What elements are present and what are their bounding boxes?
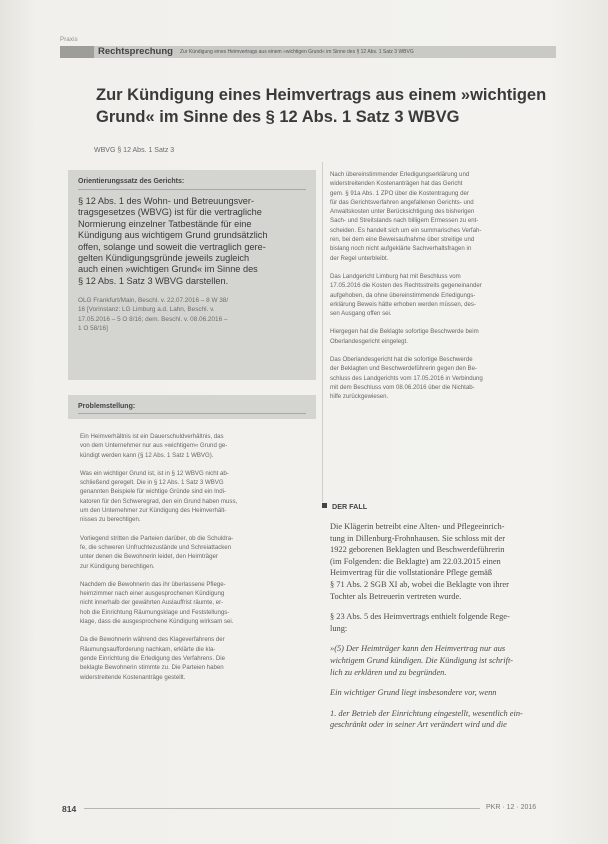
- text-line: Das Oberlandesgericht hat die sofortige Beschwerde: [330, 356, 473, 364]
- text-line: gelten Kündigungsgründe jeweils zugleich: [78, 253, 250, 264]
- text-line: kündigt werden kann (§ 12 Abs. 1 Satz 1 WBVG).: [80, 451, 214, 459]
- paragraph: [80, 432, 312, 460]
- text-line: Tochter als Betreuerin vertreten wurde.: [330, 591, 462, 601]
- column-rule: [322, 162, 323, 502]
- quoted-clause: [330, 687, 552, 699]
- text-line: auch einen »wichtigen Grund« im Sinne des: [78, 264, 258, 275]
- text-line: schließend geregelt. Die in § 12 Abs. 1 Satz 3 WBVG: [80, 479, 224, 487]
- problem-heading: Problemstellung:: [78, 403, 136, 410]
- court-citation: [78, 296, 306, 333]
- header-label: Rechtsprechung: [98, 46, 173, 57]
- text-line: offen, solange und soweit die vertraglich gere-: [78, 241, 266, 252]
- text-line: um den Unternehmer zur Kündigung des Heimverhält-: [80, 507, 227, 515]
- text-line: 1922 geborenen Beklagten und Beschwerdeführerin: [330, 545, 505, 555]
- text-line: Räumungsaufforderung nachkam, erklärte die kla-: [80, 645, 216, 653]
- text-line: nicht innerhalb der gewährten Auslauffrist räumte, er-: [80, 599, 224, 607]
- case-heading: [322, 502, 367, 511]
- paragraph: [80, 635, 312, 681]
- text-line: § 12 Abs. 1 des Wohn- und Betreuungsver-: [78, 196, 255, 206]
- title-line: Zur Kündigung eines Heimvertrags aus einem »wichtigen: [96, 86, 547, 104]
- section-tag: Praxis: [60, 37, 78, 43]
- text-line: fe, die schweren Unfruchtezustände und Schreiattacken: [80, 543, 232, 551]
- paragraph: [80, 469, 312, 525]
- text-line: tragsgesetzes (WBVG) ist für die vertragliche: [78, 207, 262, 218]
- paragraph: [330, 170, 552, 263]
- text-line: sen Ausgang offen sei.: [330, 310, 392, 318]
- text-line: 17.05.2016 die Kosten des Rechtsstreits gegeneinander: [330, 282, 482, 290]
- text-line: schluss des Landgerichts vom 17.05.2016 in Verbindung: [330, 374, 483, 382]
- paragraph: [330, 327, 552, 346]
- text-line: Nachdem die Bewohnerin das ihr überlassene Pflege-: [80, 580, 226, 588]
- text-line: Das Landgericht Limburg hat mit Beschluss vom: [330, 272, 461, 280]
- text-line: Oberlandesgericht eingelegt.: [330, 337, 408, 345]
- text-line: klage, dass die ausgesprochene Kündigung wirksam sei.: [80, 618, 234, 626]
- footer-rule: [84, 808, 480, 809]
- text-line: widerstreitende Kostenanträge gestellt.: [80, 673, 186, 681]
- text-line: lung:: [330, 623, 348, 633]
- paragraph: [80, 534, 312, 571]
- quoted-clause: [330, 708, 552, 731]
- text-line: Ein Heimverhältnis ist ein Dauerschuldverhältnis, das: [80, 433, 224, 440]
- law-reference: WBVG § 12 Abs. 1 Satz 3: [94, 147, 175, 154]
- divider: [78, 189, 306, 190]
- text-line: 16 [Vorinstanz: LG Limburg a.d. Lahn, Beschl. v.: [78, 306, 215, 314]
- guiding-principle-heading: Orientierungssatz des Gerichts:: [78, 178, 185, 185]
- paragraph: [330, 611, 552, 634]
- problem-statement-box: [68, 395, 316, 419]
- text-line: heimzimmer nach einer ausgesprochenen Kündigung: [80, 590, 225, 598]
- text-line: tung in Dillenburg-Frohnhausen. Sie schloss mit der: [330, 533, 506, 543]
- guiding-principle-text: [78, 196, 306, 287]
- journal-issue: PKR · 12 · 2016: [486, 804, 537, 811]
- text-line: erklärung Beweis hätte erhoben werden müssen, des-: [330, 300, 476, 308]
- text-line: Ein wichtiger Grund liegt insbesondere vor, wenn: [330, 688, 497, 698]
- divider: [78, 413, 306, 414]
- text-line: widerstreitenden Kostenanträgen hat das Gericht: [330, 180, 463, 188]
- paragraph: [330, 355, 552, 401]
- text-line: wichtigem Grund kündigen. Die Kündigung ist schrift-: [330, 655, 514, 665]
- text-line: § 71 Abs. 2 SGB XI ab, wobei die Beklagte von ihrer: [330, 579, 509, 589]
- text-line: von dem Unternehmer nur aus »wichtigem« Grund ge-: [80, 442, 228, 450]
- square-bullet-icon: [322, 503, 327, 508]
- text-line: 1. der Betrieb der Einrichtung eingestellt, wesentlich ein-: [330, 708, 523, 718]
- header-subtitle: Zur Kündigung eines Heimvertrags aus einem »wichtigen Grund« im Sinne des § 12 Abs. 1 Satz 3 WBVG: [180, 49, 414, 55]
- quoted-clause: [330, 643, 552, 678]
- text-line: für das Gerichtsverfahren angefallenen Gerichts- und: [330, 198, 474, 206]
- text-line: gende Einrichtung die Erledigung des Verfahrens. Die: [80, 654, 225, 662]
- text-line: Sach- und Streitstands nach billigem Ermessen zu ent-: [330, 217, 479, 225]
- case-heading-label: DER FALL: [332, 502, 368, 511]
- article-title: [96, 84, 556, 128]
- text-line: ren, bei dem eine Beweisaufnahme über streitige und: [330, 236, 475, 244]
- text-line: geschränkt oder in seiner Art verändert wird und die: [330, 720, 507, 730]
- case-body: [330, 521, 552, 740]
- text-line: Die Klägerin betreibt eine Alten- und Pflegeeinrich-: [330, 522, 505, 531]
- text-line: Da die Bewohnerin während des Klageverfahrens der: [80, 636, 225, 644]
- guiding-principle-box: [68, 170, 316, 380]
- text-line: der Beklagten und Beschwerdeführerin gegen den Be-: [330, 365, 478, 373]
- text-line: hilfe zurückgewiesen.: [330, 393, 389, 401]
- text-line: Vorliegend stritten die Parteien darüber, ob die Schuldra-: [80, 534, 234, 542]
- text-line: § 23 Abs. 5 des Heimvertrags enthielt folgende Rege-: [330, 612, 510, 622]
- text-line: 17.05.2016 – 5 O 8/16; dem. Beschl. v. 08.06.2016 –: [78, 315, 228, 323]
- text-line: Hiergegen hat die Beklagte sofortige Beschwerde beim: [330, 328, 479, 336]
- text-line: (im Folgenden: die Beklagte) am 22.03.2015 einen: [330, 556, 501, 566]
- title-line: Grund« im Sinne des § 12 Abs. 1 Satz 3 WBVG: [96, 108, 460, 126]
- text-line: Was ein wichtiger Grund ist, ist in § 12 WBVG nicht ab-: [80, 469, 229, 477]
- text-line: Kündigung aus wichtigem Grund grundsätzlich: [78, 230, 268, 241]
- text-line: beklagte Bewohnerin stimmte zu. Die Parteien haben: [80, 664, 224, 672]
- text-line: Normierung einzelner Tatbestände für eine: [78, 218, 252, 229]
- left-column-text: [80, 432, 312, 691]
- paragraph: [80, 580, 312, 626]
- text-line: bislang noch nicht aufgeklärte Sachverhaltsfragen in: [330, 245, 472, 253]
- text-line: nisses zu berechtigen.: [80, 516, 141, 524]
- text-line: genannten Beispiele für wichtige Gründe sind ein Indi-: [80, 488, 227, 496]
- text-line: Anwaltskosten unter Berücksichtigung des bisherigen: [330, 208, 475, 216]
- right-column-text: [330, 170, 552, 411]
- text-line: zur Kündigung berechtigen.: [80, 562, 155, 570]
- text-line: § 12 Abs. 1 Satz 3 WBVG darstellen.: [78, 275, 229, 286]
- paragraph: [330, 272, 552, 318]
- text-line: OLG Frankfurt/Main, Beschl. v. 22.07.2016 – 8 W 38/: [78, 297, 229, 305]
- page-number: 814: [62, 804, 77, 814]
- text-line: mit dem Beschluss vom 08.06.2016 über die Nichtab-: [330, 383, 475, 391]
- text-line: lich zu erklären und zu begründen.: [330, 667, 447, 677]
- text-line: Heimvertrag für die vollstationäre Pflege gemäß: [330, 568, 493, 578]
- text-line: 1 O 58/16]: [78, 324, 108, 332]
- text-line: aufgehoben, da ohne übereinstimmende Erledigungs-: [330, 291, 476, 299]
- text-line: unter denen die Bewohnerin leidet, den Heimträger: [80, 553, 218, 561]
- text-line: Nach übereinstimmender Erledigungserklärung und: [330, 171, 470, 178]
- section-header-bar: [60, 46, 556, 58]
- header-accent-block: [60, 46, 94, 58]
- paragraph: [330, 521, 552, 602]
- text-line: hob die Einrichtung Räumungsklage und Feststellungs-: [80, 608, 230, 616]
- text-line: der Regel unterbleibt.: [330, 254, 389, 262]
- text-line: katoren für den Schweregrad, den ein Grund haben muss,: [80, 497, 238, 505]
- text-line: »(5) Der Heimträger kann den Heimvertrag nur aus: [330, 644, 506, 654]
- text-line: gem. § 91a Abs. 1 ZPO über die Kostentragung der: [330, 189, 469, 197]
- text-line: scheiden. Es handelt sich um ein summarisches Verfah-: [330, 226, 482, 234]
